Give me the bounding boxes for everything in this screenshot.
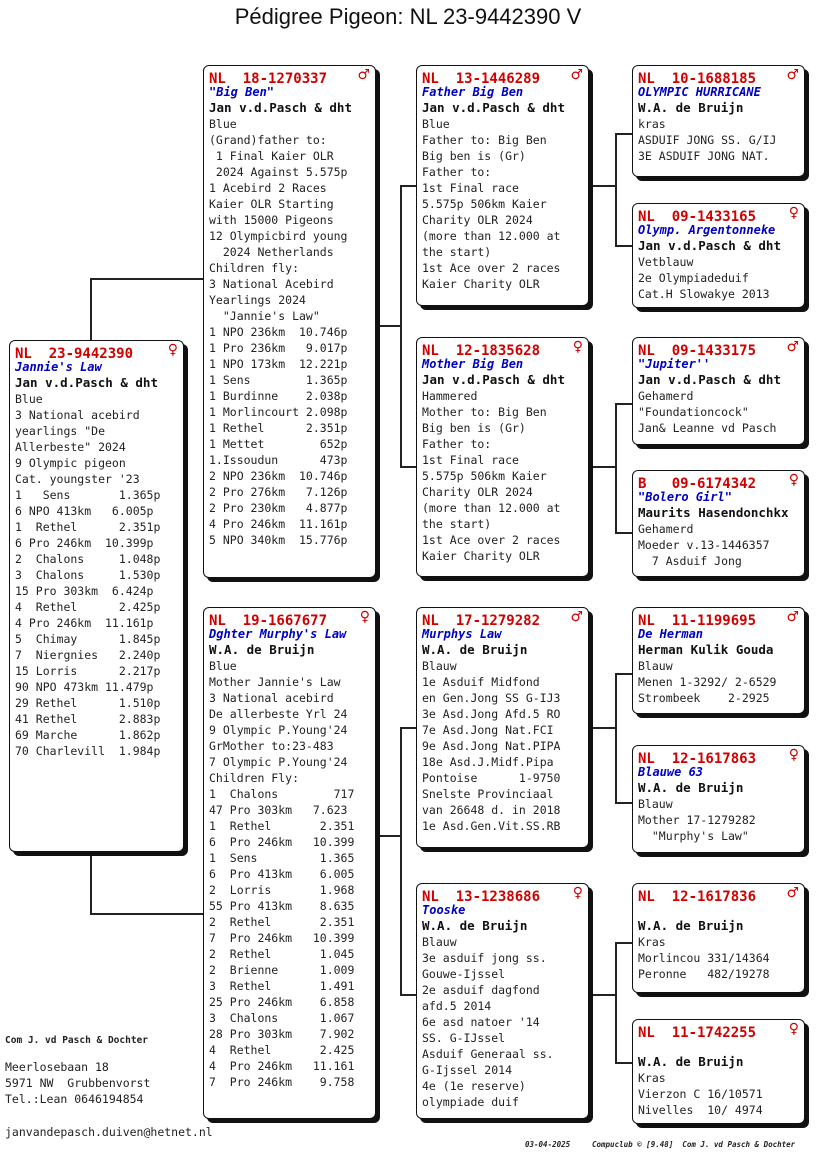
pigeon-card-subject[interactable]: [9, 340, 184, 852]
pigeon-info: 18e Asd.J.Midf.Pipa: [422, 755, 554, 769]
pigeon-info: 3 National acebird: [15, 408, 140, 422]
pigeon-info: Father to:: [422, 437, 492, 451]
pigeon-info: Peronne 482/19278: [638, 967, 770, 981]
pigeon-name: [638, 1039, 799, 1054]
pigeon-info: Kaier Charity OLR: [422, 277, 540, 291]
female-icon: ♀: [788, 747, 799, 763]
pigeon-info: Vetblauw: [638, 255, 694, 269]
race-result: 1 Morlincourt 2.098p: [209, 405, 348, 419]
owner-name: Herman Kulik Gouda: [638, 642, 774, 657]
pigeon-name: "Jupiter'': [638, 357, 711, 371]
pigeon-info: Big ben is (Gr): [422, 149, 526, 163]
pigeon-info: 5.575p 506km Kaier: [422, 469, 547, 483]
pigeon-info: Jan& Leanne vd Pasch: [638, 421, 777, 435]
pigeon-info: "Murphy's Law": [638, 829, 749, 843]
pigeon-info: 5.575p 506km Kaier: [422, 197, 547, 211]
race-result: 1 Burdinne 2.038p: [209, 389, 348, 403]
race-result: 1 Rethel 2.351p: [209, 421, 348, 435]
connector-line: [90, 278, 204, 280]
connector-line: [375, 835, 401, 837]
pigeon-name: Murphys Law: [422, 627, 502, 641]
ring-number: NL 12-1617863: [638, 751, 757, 767]
connector-line: [615, 403, 633, 405]
connector-line: [615, 133, 617, 246]
race-result: 1 Pro 236km 9.017p: [209, 341, 348, 355]
pigeon-info: Allerbeste" 2024: [15, 440, 126, 454]
owner-name: Jan v.d.Pasch & dht: [422, 372, 565, 387]
female-icon: ♀: [788, 205, 799, 221]
male-icon: ♂: [786, 67, 799, 83]
race-result: 4 Pro 246km 11.161: [209, 1059, 355, 1073]
pigeon-info: Moeder v.13-1446357: [638, 538, 770, 552]
pigeon-info: 2024 Against 5.575p: [209, 165, 348, 179]
pigeon-info: SS. G-IJssel: [422, 1031, 506, 1045]
pigeon-info: 3E ASDUIF JONG NAT.: [638, 149, 770, 163]
pigeon-info: 3 National acebird: [209, 691, 334, 705]
pigeon-info: 3e asduif jong ss.: [422, 951, 547, 965]
pigeon-name: Blauwe 63: [638, 765, 704, 779]
pigeon-info: Pontoise 1-9750: [422, 771, 561, 785]
pigeon-info: Blauw: [638, 659, 673, 673]
race-result: 7 Pro 246km 10.399: [209, 931, 355, 945]
owner-name: W.A. de Bruijn: [638, 1054, 744, 1069]
pigeon-card-ggp-fmf[interactable]: [632, 337, 805, 445]
female-icon: ♀: [359, 609, 370, 625]
race-result: 47 Pro 303km 7.623: [209, 803, 348, 817]
race-result: 6 Pro 413km 6.005: [209, 867, 355, 881]
pigeon-info: yearlings "De: [15, 424, 106, 438]
race-result: 1 Rethel 2.351p: [15, 520, 161, 534]
female-icon: ♀: [167, 342, 178, 358]
race-result: 15 Lorris 2.217p: [15, 664, 161, 678]
pigeon-name: [638, 903, 799, 918]
owner-name: W.A. de Bruijn: [638, 780, 744, 795]
ring-number: NL 18-1270337: [209, 71, 328, 87]
race-result: 1 Rethel 2.351: [209, 819, 355, 833]
pigeon-card-ggp-ffm[interactable]: [632, 203, 805, 308]
pigeon-info: Vierzon C 16/10571: [638, 1087, 763, 1101]
pigeon-info: Asduif Generaal ss.: [422, 1047, 554, 1061]
race-result: 55 Pro 413km 8.635: [209, 899, 355, 913]
pigeon-info: the start): [422, 245, 492, 259]
owner-name: Jan v.d.Pasch & dht: [209, 100, 352, 115]
pigeon-info: afd.5 2014: [422, 999, 492, 1013]
connector-line: [615, 1062, 633, 1064]
male-icon: ♂: [786, 339, 799, 355]
pigeon-card-ggp-mfm[interactable]: [632, 745, 805, 853]
pigeon-name: Mother Big Ben: [422, 357, 524, 371]
pigeon-info: Children Fly:: [209, 771, 300, 785]
connector-line: [90, 913, 204, 915]
pigeon-info: Blauw: [422, 935, 457, 949]
male-icon: ♂: [357, 67, 370, 83]
race-result: 1 Sens 1.365p: [15, 488, 161, 502]
pigeon-info: Kras: [638, 935, 666, 949]
connector-line: [588, 466, 616, 468]
connector-line: [400, 727, 402, 995]
connector-line: [375, 325, 401, 327]
pigeon-info: 3 National Acebird: [209, 277, 334, 291]
race-result: 2 Chalons 1.048p: [15, 552, 161, 566]
pigeon-info: Strombeek 2-2925: [638, 691, 770, 705]
male-icon: ♂: [786, 609, 799, 625]
connector-line: [588, 185, 616, 187]
pigeon-card-paternal-grandfather[interactable]: [416, 65, 589, 306]
pigeon-name: Dghter Murphy's Law: [209, 627, 347, 641]
connector-line: [615, 403, 617, 533]
female-icon: ♀: [572, 885, 583, 901]
owner-name: W.A. de Bruijn: [638, 100, 744, 115]
pigeon-name: "Big Ben": [209, 85, 275, 99]
pigeon-info: Kras: [638, 1071, 666, 1085]
pigeon-info: "Foundationcock": [638, 405, 749, 419]
ring-number: NL 19-1667677: [209, 613, 328, 629]
race-result: 3 Rethel 1.491: [209, 979, 355, 993]
ring-number: NL 10-1688185: [638, 71, 757, 87]
pigeon-name: Jannie's Law: [15, 360, 102, 374]
pigeon-info: 1st Ace over 2 races: [422, 533, 561, 547]
race-result: 5 Chimay 1.845p: [15, 632, 161, 646]
connector-line: [615, 673, 633, 675]
connector-line: [400, 185, 402, 467]
pigeon-info: 7 Olympic P.Young'24: [209, 755, 348, 769]
owner-name: Jan v.d.Pasch & dht: [638, 372, 781, 387]
pigeon-info: 12 Olympicbird young: [209, 229, 348, 243]
pigeon-info: Morlincou 331/14364: [638, 951, 770, 965]
pigeon-info: Mother 17-1279282: [638, 813, 756, 827]
pigeon-info: Father to:: [422, 165, 492, 179]
pigeon-info: Kaier Charity OLR: [422, 549, 540, 563]
race-result: 1 NPO 236km 10.746p: [209, 325, 348, 339]
race-result: 15 Pro 303km 6.424p: [15, 584, 154, 598]
connector-line: [90, 278, 92, 340]
pigeon-card-ggp-fff[interactable]: [632, 65, 805, 177]
pigeon-info: Big ben is (Gr): [422, 421, 526, 435]
pigeon-info: Hammered: [422, 389, 478, 403]
owner-name: Jan v.d.Pasch & dht: [15, 375, 158, 390]
male-icon: ♂: [570, 609, 583, 625]
pigeon-card-ggp-mmf[interactable]: [632, 883, 805, 993]
pigeon-info: Charity OLR 2024: [422, 485, 533, 499]
owner-name: Maurits Hasendonchkx: [638, 505, 789, 520]
pigeon-card-maternal-grandmother[interactable]: [416, 883, 589, 1119]
race-result: 4 Rethel 2.425p: [15, 600, 161, 614]
loft-name: Com J. vd Pasch & Dochter: [5, 1035, 148, 1046]
ring-number: NL 09-1433165: [638, 209, 757, 225]
pigeon-card-maternal-grandfather[interactable]: [416, 607, 589, 848]
race-result: 6 Pro 246km 10.399p: [15, 536, 154, 550]
race-result: 2 Pro 230km 4.877p: [209, 501, 348, 515]
race-result: 4 Pro 246km 11.161p: [209, 517, 348, 531]
pigeon-info: 9e Asd.Jong Nat.PIPA: [422, 739, 561, 753]
pigeon-info: with 15000 Pigeons: [209, 213, 334, 227]
race-result: 1 Sens 1.365: [209, 851, 355, 865]
pigeon-info: G-Ijssel 2014: [422, 1063, 513, 1077]
pigeon-info: Yearlings 2024: [209, 293, 306, 307]
race-result: 7 Niergnies 2.240p: [15, 648, 161, 662]
race-result: 90 NPO 473km 11.479p: [15, 680, 154, 694]
connector-line: [615, 802, 633, 804]
female-icon: ♀: [788, 472, 799, 488]
pigeon-info: 1st Final race: [422, 453, 519, 467]
pigeon-info: Menen 1-3292/ 2-6529: [638, 675, 777, 689]
race-result: 29 Rethel 1.510p: [15, 696, 161, 710]
pigeon-info: 7 Asduif Jong: [638, 554, 742, 568]
connector-line: [90, 852, 92, 914]
pigeon-info: 4e (1e reserve): [422, 1079, 526, 1093]
pigeon-name: OLYMPIC HURRICANE: [638, 85, 761, 99]
pigeon-info: Cat. youngster '23: [15, 472, 140, 486]
race-result: 2 NPO 236km 10.746p: [209, 469, 348, 483]
address-line: Meerlosebaan 18: [5, 1060, 109, 1074]
race-result: 4 Pro 246km 11.161p: [15, 616, 154, 630]
print-date: 03-04-2025: [525, 1140, 571, 1149]
ring-number: NL 17-1279282: [422, 613, 541, 629]
pigeon-info: ASDUIF JONG SS. G/IJ: [638, 133, 777, 147]
race-result: 5 NPO 340km 15.776p: [209, 533, 348, 547]
owner-name: W.A. de Bruijn: [422, 642, 528, 657]
pigeon-info: (more than 12.000 at: [422, 501, 561, 515]
ring-number: NL 09-1433175: [638, 343, 757, 359]
pigeon-name: "Bolero Girl": [638, 490, 732, 504]
female-icon: ♀: [572, 339, 583, 355]
ring-number: NL 12-1617836: [638, 889, 757, 905]
race-result: 2 Rethel 2.351: [209, 915, 355, 929]
pigeon-info: 1e Asd.Gen.Vit.SS.RB: [422, 819, 561, 833]
pigeon-info: "Jannie's Law": [209, 309, 320, 323]
pigeon-info: 6e asd natoer '14: [422, 1015, 540, 1029]
connector-line: [615, 673, 617, 803]
pigeon-info: kras: [638, 117, 666, 131]
race-result: 1 Mettet 652p: [209, 437, 348, 451]
pigeon-info: Gouwe-Ijssel: [422, 967, 506, 981]
pigeon-info: Blauw: [422, 659, 457, 673]
pigeon-info: Mother Jannie's Law: [209, 675, 341, 689]
address-line: 5971 NW Grubbenvorst: [5, 1076, 151, 1090]
connector-line: [615, 532, 633, 534]
pigeon-info: Blue: [209, 659, 237, 673]
connector-line: [588, 994, 616, 996]
pigeon-card-father[interactable]: [203, 65, 376, 578]
race-result: 25 Pro 246km 6.858: [209, 995, 355, 1009]
pigeon-info: Charity OLR 2024: [422, 213, 533, 227]
pigeon-info: Children fly:: [209, 261, 300, 275]
pigeon-info: 2e asduif dagfond: [422, 983, 540, 997]
owner-name: Jan v.d.Pasch & dht: [638, 238, 781, 253]
race-result: 4 Rethel 2.425: [209, 1043, 355, 1057]
connector-line: [588, 727, 616, 729]
pigeon-name: Father Big Ben: [422, 85, 524, 99]
race-result: 2 Brienne 1.009: [209, 963, 355, 977]
race-result: 2 Lorris 1.968: [209, 883, 355, 897]
pigeon-info: van 26648 d. in 2018: [422, 803, 561, 817]
race-result: 69 Marche 1.862p: [15, 728, 161, 742]
ring-number: NL 23-9442390: [15, 346, 134, 362]
pigeon-info: en Gen.Jong SS G-IJ3: [422, 691, 561, 705]
pigeon-info: Mother to: Big Ben: [422, 405, 547, 419]
race-result: 3 Chalons 1.067: [209, 1011, 355, 1025]
pigeon-info: Nivelles 10/ 4974: [638, 1103, 763, 1117]
pigeon-info: 1st Final race: [422, 181, 519, 195]
pigeon-info: 1 Acebird 2 Races: [209, 181, 327, 195]
race-result: 2 Pro 276km 7.126p: [209, 485, 348, 499]
pigeon-info: Blue: [422, 117, 450, 131]
owner-name: W.A. de Bruijn: [209, 642, 315, 657]
ring-number: B 09-6174342: [638, 476, 757, 492]
connector-line: [615, 245, 633, 247]
owner-name: W.A. de Bruijn: [638, 918, 744, 933]
race-result: 28 Pro 303km 7.902: [209, 1027, 355, 1041]
page-title: Pédigree Pigeon: NL 23-9442390 V: [234, 4, 582, 29]
pigeon-info: 3e Asd.Jong Afd.5 RO: [422, 707, 561, 721]
race-result: 3 Chalons 1.530p: [15, 568, 161, 582]
pigeon-info: 2e Olympiadeduif: [638, 271, 749, 285]
pigeon-info: 1 Final Kaier OLR: [209, 149, 334, 163]
software-credit: Compuclub © [9.48] Com J. vd Pasch & Dochter: [592, 1140, 796, 1149]
ring-number: NL 13-1446289: [422, 71, 541, 87]
ring-number: NL 12-1835628: [422, 343, 541, 359]
race-result: 41 Rethel 2.883p: [15, 712, 161, 726]
phone-number: Tel.:Lean 0646194854: [5, 1092, 144, 1106]
female-icon: ♀: [788, 1021, 799, 1037]
pigeon-name: Olymp. Argentonneke: [638, 223, 776, 237]
pigeon-info: Gehamerd: [638, 389, 694, 403]
pigeon-info: the start): [422, 517, 492, 531]
pigeon-card-ggp-mmm[interactable]: [632, 1019, 805, 1124]
pigeon-name: Tooske: [422, 903, 466, 917]
race-result: 1 Sens 1.365p: [209, 373, 348, 387]
ring-number: NL 11-1742255: [638, 1025, 757, 1041]
male-icon: ♂: [570, 67, 583, 83]
connector-line: [615, 942, 617, 1063]
pigeon-info: 2024 Netherlands: [209, 245, 334, 259]
race-result: 7 Pro 246km 9.758: [209, 1075, 355, 1089]
pigeon-info: olympiade duif: [422, 1095, 519, 1109]
pigeon-card-ggp-fmm[interactable]: [632, 470, 805, 577]
pigeon-info: De allerbeste Yrl 24: [209, 707, 348, 721]
race-result: 6 NPO 413km 6.005p: [15, 504, 154, 518]
pigeon-card-mother[interactable]: [203, 607, 376, 1119]
connector-line: [615, 133, 633, 135]
pigeon-info: Father to: Big Ben: [422, 133, 547, 147]
pigeon-info: 9 Olympic P.Young'24: [209, 723, 348, 737]
pigeon-info: Blue: [209, 117, 237, 131]
race-result: 1.Issoudun 473p: [209, 453, 348, 467]
owner-name: W.A. de Bruijn: [422, 918, 528, 933]
pigeon-info: Blue: [15, 392, 43, 406]
pigeon-info: Gehamerd: [638, 522, 694, 536]
owner-name: Jan v.d.Pasch & dht: [422, 100, 565, 115]
male-icon: ♂: [786, 885, 799, 901]
pigeon-info: Snelste Provinciaal: [422, 787, 554, 801]
pigeon-name: De Herman: [638, 627, 704, 641]
race-result: 70 Charlevill 1.984p: [15, 744, 161, 758]
pigeon-card-paternal-grandmother[interactable]: [416, 337, 589, 577]
race-result: 1 Chalons 717: [209, 787, 355, 801]
pigeon-info: 1st Ace over 2 races: [422, 261, 561, 275]
pigeon-info: Blauw: [638, 797, 673, 811]
race-result: 2 Rethel 1.045: [209, 947, 355, 961]
email-address[interactable]: janvandepasch.duiven@hetnet.nl: [5, 1125, 213, 1139]
pigeon-info: 9 Olympic pigeon: [15, 456, 126, 470]
pigeon-info: 1e Asduif Midfond: [422, 675, 540, 689]
pigeon-info: Kaier OLR Starting: [209, 197, 334, 211]
pigeon-info: (Grand)father to:: [209, 133, 327, 147]
connector-line: [615, 942, 633, 944]
ring-number: NL 13-1238686: [422, 889, 541, 905]
pigeon-info: GrMother to:23-483: [209, 739, 334, 753]
pigeon-info: 7e Asd.Jong Nat.FCI: [422, 723, 554, 737]
ring-number: NL 11-1199695: [638, 613, 757, 629]
pigeon-card-ggp-mff[interactable]: [632, 607, 805, 714]
pigeon-info: Cat.H Slowakye 2013: [638, 287, 770, 301]
race-result: 6 Pro 246km 10.399: [209, 835, 355, 849]
race-result: 1 NPO 173km 12.221p: [209, 357, 348, 371]
pigeon-info: (more than 12.000 at: [422, 229, 561, 243]
